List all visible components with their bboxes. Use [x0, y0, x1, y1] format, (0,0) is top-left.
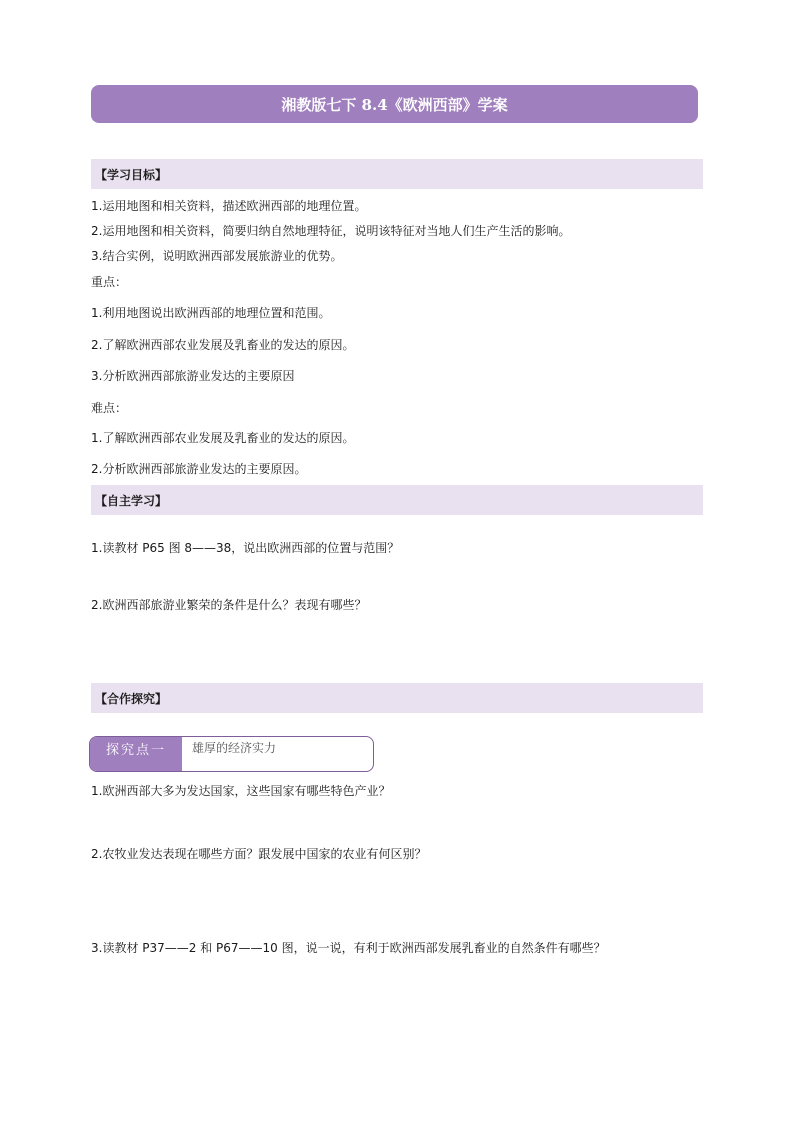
document-title: 湘教版七下 8.4《欧洲西部》学案 — [91, 85, 698, 123]
self-study-question-2: 2.欧洲西部旅游业繁荣的条件是什么？表现有哪些？ — [91, 598, 367, 612]
goal-item-2: 2.运用地图和相关资料，简要归纳自然地理特征，说明该特征对当地人们生产生活的影响。 — [91, 224, 571, 238]
explore-point-title: 雄厚的经济实力 — [192, 741, 277, 755]
self-study-question-1: 1.读教材 P65 图 8——38，说出欧洲西部的位置与范围？ — [91, 541, 400, 555]
section-header-goals: 【学习目标】 — [91, 159, 703, 189]
difficult-point-1: 1.了解欧洲西部农业发展及乳畜业的发达的原因。 — [91, 431, 355, 445]
goal-item-3: 3.结合实例，说明欧洲西部发展旅游业的优势。 — [91, 249, 343, 263]
explore-point-tag: 探究点一 — [90, 737, 182, 771]
difficult-points-label: 难点： — [91, 401, 128, 415]
explore-point-box — [89, 736, 374, 772]
explore-question-2: 2.农牧业发达表现在哪些方面？跟发展中国家的农业有何区别？ — [91, 847, 427, 861]
key-point-2: 2.了解欧洲西部农业发展及乳畜业的发达的原因。 — [91, 338, 355, 352]
explore-question-1: 1.欧洲西部大多为发达国家，这些国家有哪些特色产业？ — [91, 784, 391, 798]
key-point-1: 1.利用地图说出欧洲西部的地理位置和范围。 — [91, 306, 331, 320]
key-points-label: 重点： — [91, 275, 128, 289]
key-point-3: 3.分析欧洲西部旅游业发达的主要原因 — [91, 369, 295, 383]
difficult-point-2: 2.分析欧洲西部旅游业发达的主要原因。 — [91, 462, 307, 476]
section-header-cooperation: 【合作探究】 — [91, 683, 703, 713]
explore-question-3: 3.读教材 P37——2 和 P67——10 图，说一说，有利于欧洲西部发展乳畜业的自然条件有哪些？ — [91, 941, 606, 955]
section-header-self-study: 【自主学习】 — [91, 485, 703, 515]
goal-item-1: 1.运用地图和相关资料，描述欧洲西部的地理位置。 — [91, 199, 367, 213]
